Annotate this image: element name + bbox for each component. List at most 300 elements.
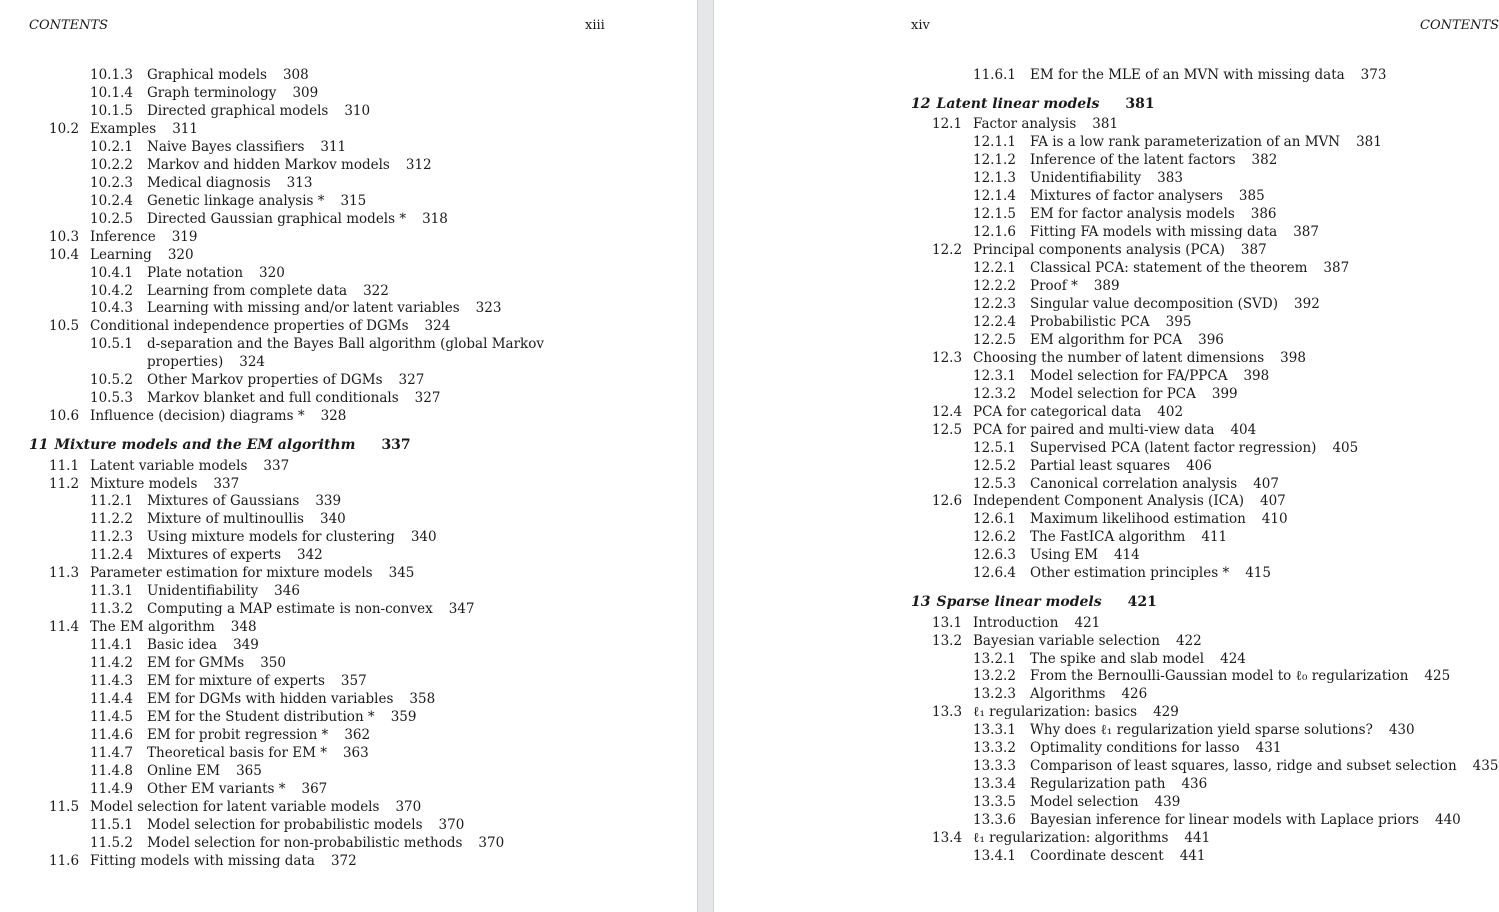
page-number: 358 bbox=[409, 691, 436, 707]
toc-entry[interactable] bbox=[49, 407, 346, 425]
section-number: 13.3 bbox=[932, 704, 963, 720]
section-title: Markov and hidden Markov models bbox=[147, 157, 390, 173]
section-number: 10.2 bbox=[49, 121, 80, 137]
page-number: 370 bbox=[438, 817, 465, 833]
page-number: 346 bbox=[274, 583, 300, 599]
running-header-title: CONTENTS bbox=[29, 18, 109, 33]
section-title: Basic idea bbox=[147, 637, 218, 653]
page-number: 345 bbox=[388, 565, 415, 581]
section-number: 10.2.5 bbox=[90, 211, 133, 227]
section-number: 12.1.6 bbox=[973, 224, 1016, 240]
toc-entry[interactable] bbox=[90, 102, 370, 120]
section-number: 12 bbox=[911, 96, 931, 112]
section-number: 11.3.1 bbox=[90, 583, 133, 599]
section-number: 11.4.5 bbox=[90, 709, 133, 725]
section-title: Genetic linkage analysis * bbox=[147, 193, 325, 209]
section-title: Regularization path bbox=[1030, 776, 1166, 792]
page-number: 372 bbox=[330, 853, 357, 869]
section-number: 12.3.2 bbox=[973, 386, 1016, 402]
section-title: Fitting models with missing data bbox=[90, 853, 315, 869]
section-title: Naive Bayes classifiers bbox=[147, 139, 305, 155]
toc-entry[interactable] bbox=[973, 331, 1224, 349]
toc-chapter-entry[interactable] bbox=[911, 95, 1155, 113]
page-number: 337 bbox=[213, 476, 240, 492]
toc-entry[interactable] bbox=[90, 816, 464, 834]
toc-chapter-entry[interactable] bbox=[29, 436, 411, 454]
toc-entry[interactable] bbox=[973, 475, 1279, 493]
page-number: 318 bbox=[422, 211, 448, 227]
page-number: 324 bbox=[239, 354, 266, 370]
toc-entry[interactable] bbox=[49, 852, 357, 870]
section-title: Factor analysis bbox=[973, 116, 1077, 132]
toc-entry[interactable] bbox=[90, 528, 437, 546]
page-number: 441 bbox=[1179, 848, 1206, 864]
page-number: 422 bbox=[1175, 633, 1202, 649]
section-title: Mixture models bbox=[90, 476, 198, 492]
section-title: Principal components analysis (PCA) bbox=[973, 242, 1225, 258]
section-title: Online EM bbox=[147, 763, 221, 779]
right-page bbox=[714, 0, 1499, 912]
section-title: Learning bbox=[90, 247, 152, 263]
section-title: Model selection for non-probabilistic methods bbox=[147, 835, 463, 851]
toc-entry[interactable] bbox=[49, 618, 257, 636]
toc-entry[interactable] bbox=[932, 492, 1286, 510]
section-number: 11.3.2 bbox=[90, 601, 133, 617]
page-number: 387 bbox=[1293, 224, 1319, 240]
toc-entry[interactable] bbox=[973, 151, 1277, 169]
toc-entry[interactable] bbox=[973, 277, 1120, 295]
toc-entry[interactable] bbox=[973, 685, 1147, 703]
page-number: 425 bbox=[1424, 668, 1451, 684]
page-number: 386 bbox=[1250, 206, 1277, 222]
section-number: 13.3.6 bbox=[973, 812, 1016, 828]
toc-entry[interactable] bbox=[49, 564, 414, 582]
page-number: 340 bbox=[410, 529, 437, 545]
toc-entry[interactable] bbox=[90, 510, 346, 528]
section-title: Learning from complete data bbox=[147, 283, 348, 299]
section-number: 10.5.3 bbox=[90, 390, 133, 406]
toc-entry[interactable] bbox=[49, 457, 289, 475]
page-number: 362 bbox=[344, 727, 371, 743]
toc-entry[interactable] bbox=[90, 708, 416, 726]
toc-entry[interactable] bbox=[90, 371, 424, 389]
section-number: 10.4 bbox=[49, 247, 80, 263]
section-title: Influence (decision) diagrams * bbox=[90, 408, 305, 424]
toc-entry[interactable] bbox=[90, 492, 341, 510]
toc-entry[interactable] bbox=[973, 793, 1180, 811]
section-number: 12.1 bbox=[932, 116, 963, 132]
section-number: 10.1.4 bbox=[90, 85, 133, 101]
section-number: 12.2.4 bbox=[973, 314, 1016, 330]
page-gutter bbox=[697, 0, 714, 912]
toc-entry[interactable] bbox=[90, 282, 389, 300]
section-title: Medical diagnosis bbox=[147, 175, 271, 191]
toc-entry[interactable] bbox=[973, 510, 1288, 528]
section-number: 10.1.5 bbox=[90, 103, 133, 119]
page-number: 426 bbox=[1121, 686, 1148, 702]
section-number: 12.6.4 bbox=[973, 565, 1016, 581]
section-number: 13.3.4 bbox=[973, 776, 1016, 792]
page-number: 411 bbox=[1201, 529, 1228, 545]
toc-entry[interactable] bbox=[90, 546, 323, 564]
section-title: Comparison of least squares, lasso, ridge and subset selection bbox=[1030, 758, 1457, 774]
toc-entry[interactable] bbox=[90, 174, 312, 192]
section-number: 12.5 bbox=[932, 422, 963, 438]
section-number: 12.6.2 bbox=[973, 529, 1016, 545]
section-number: 12.2 bbox=[932, 242, 963, 258]
section-number: 10.3 bbox=[49, 229, 80, 245]
page-number: 421 bbox=[1127, 594, 1157, 610]
section-title: Sparse linear models bbox=[936, 594, 1102, 610]
toc-entry[interactable] bbox=[973, 259, 1349, 277]
page-number: 337 bbox=[263, 458, 290, 474]
section-number: 13.3.3 bbox=[973, 758, 1016, 774]
toc-entry[interactable] bbox=[90, 156, 432, 174]
section-title: Partial least squares bbox=[1030, 458, 1171, 474]
page-number: 381 bbox=[1092, 116, 1119, 132]
toc-entry[interactable] bbox=[973, 757, 1498, 775]
section-number: 11 bbox=[29, 437, 49, 453]
page-number: 363 bbox=[342, 745, 369, 761]
section-title: Mixtures of factor analysers bbox=[1030, 188, 1223, 204]
page-number: 370 bbox=[478, 835, 505, 851]
section-title: Model selection bbox=[1030, 794, 1139, 810]
toc-entry[interactable] bbox=[932, 703, 1179, 721]
page-number: 311 bbox=[320, 139, 347, 155]
page-number: 319 bbox=[171, 229, 198, 245]
section-title: The spike and slab model bbox=[1030, 651, 1205, 667]
toc-entry[interactable] bbox=[90, 582, 300, 600]
toc-entry[interactable] bbox=[90, 726, 370, 744]
section-number: 10.5.1 bbox=[90, 336, 133, 352]
section-title: FA is a low rank parameterization of an MVN bbox=[1030, 134, 1341, 150]
section-number: 12.2.3 bbox=[973, 296, 1016, 312]
section-title: ℓ₁ regularization: basics bbox=[973, 704, 1138, 720]
page-number: 405 bbox=[1332, 440, 1359, 456]
section-title: Computing a MAP estimate is non-convex bbox=[147, 601, 433, 617]
toc-entry[interactable] bbox=[90, 299, 501, 317]
toc-entry[interactable] bbox=[932, 829, 1210, 847]
section-title: Mixture models and the EM algorithm bbox=[54, 437, 356, 453]
toc-entry[interactable] bbox=[147, 353, 265, 371]
section-title: d-separation and the Bayes Ball algorithm (global Markov bbox=[147, 336, 544, 352]
section-title: Latent variable models bbox=[90, 458, 248, 474]
section-title: Probabilistic PCA bbox=[1030, 314, 1150, 330]
toc-entry[interactable] bbox=[90, 600, 474, 618]
toc-entry[interactable] bbox=[49, 228, 197, 246]
toc-entry[interactable] bbox=[49, 317, 450, 335]
toc-entry[interactable] bbox=[973, 847, 1205, 865]
page-number: 383 bbox=[1157, 170, 1183, 186]
toc-entry[interactable] bbox=[90, 762, 262, 780]
toc-entry[interactable] bbox=[932, 614, 1100, 632]
toc-entry[interactable] bbox=[90, 780, 327, 798]
toc-entry[interactable] bbox=[973, 169, 1183, 187]
section-number: 13.2.1 bbox=[973, 651, 1016, 667]
section-title: Graph terminology bbox=[147, 85, 277, 101]
page-number: 310 bbox=[344, 103, 371, 119]
section-title: EM for mixture of experts bbox=[147, 673, 325, 689]
section-number: 11.4.2 bbox=[90, 655, 133, 671]
section-number: 13.4 bbox=[932, 830, 963, 846]
page-number: 312 bbox=[405, 157, 432, 173]
running-header-title: CONTENTS bbox=[1420, 18, 1499, 33]
toc-entry[interactable] bbox=[932, 632, 1202, 650]
section-number: 10.5 bbox=[49, 318, 80, 334]
page-number: 406 bbox=[1186, 458, 1212, 474]
toc-entry[interactable] bbox=[973, 385, 1238, 403]
page-number: 320 bbox=[259, 265, 285, 281]
section-number: 12.1.4 bbox=[973, 188, 1016, 204]
page-number: 381 bbox=[1356, 134, 1382, 150]
toc-entry[interactable] bbox=[932, 421, 1256, 439]
section-title: Directed graphical models bbox=[147, 103, 329, 119]
toc-entry[interactable] bbox=[90, 66, 309, 84]
section-number: 11.6 bbox=[49, 853, 80, 869]
page-number: 398 bbox=[1280, 350, 1306, 366]
page-number: 396 bbox=[1198, 332, 1224, 348]
section-number: 11.4.6 bbox=[90, 727, 133, 743]
page-number: 359 bbox=[390, 709, 417, 725]
section-title: Independent Component Analysis (ICA) bbox=[973, 493, 1244, 509]
page-number: 389 bbox=[1093, 278, 1120, 294]
page-number: 381 bbox=[1125, 96, 1155, 112]
section-number: 12.5.3 bbox=[973, 476, 1016, 492]
page-number: 313 bbox=[286, 175, 313, 191]
section-title: Supervised PCA (latent factor regression) bbox=[1030, 440, 1317, 456]
section-title: Model selection for FA/PPCA bbox=[1030, 368, 1228, 384]
toc-entry[interactable] bbox=[90, 335, 544, 353]
toc-entry[interactable] bbox=[932, 349, 1306, 367]
toc-entry[interactable] bbox=[49, 120, 198, 138]
section-title: Why does ℓ₁ regularization yield sparse solutions? bbox=[1030, 722, 1373, 738]
page-number: 337 bbox=[381, 437, 411, 453]
page-number: 440 bbox=[1435, 812, 1461, 828]
section-title: Proof * bbox=[1030, 278, 1078, 294]
page-number: 324 bbox=[424, 318, 451, 334]
section-title: Parameter estimation for mixture models bbox=[90, 565, 373, 581]
left-page bbox=[0, 0, 697, 912]
section-title: EM algorithm for PCA bbox=[1030, 332, 1183, 348]
section-title: Singular value decomposition (SVD) bbox=[1030, 296, 1279, 312]
section-number: 13.3.1 bbox=[973, 722, 1016, 738]
page-number: 385 bbox=[1238, 188, 1265, 204]
toc-entry[interactable] bbox=[973, 295, 1320, 313]
section-title: Graphical models bbox=[147, 67, 267, 83]
toc-entry[interactable] bbox=[973, 528, 1227, 546]
page-number: 327 bbox=[398, 372, 425, 388]
page-number: 322 bbox=[363, 283, 389, 299]
toc-entry[interactable] bbox=[90, 389, 440, 407]
toc-entry[interactable] bbox=[90, 654, 286, 672]
page-number: 441 bbox=[1184, 830, 1211, 846]
toc-entry[interactable] bbox=[973, 564, 1271, 582]
page-number: 402 bbox=[1157, 404, 1184, 420]
section-title: Maximum likelihood estimation bbox=[1030, 511, 1246, 527]
section-title: Canonical correlation analysis bbox=[1030, 476, 1238, 492]
page-number: 365 bbox=[236, 763, 262, 779]
section-number: 13.3.5 bbox=[973, 794, 1016, 810]
section-title: Using EM bbox=[1030, 547, 1098, 563]
section-title: Introduction bbox=[973, 615, 1059, 631]
page-number: 435 bbox=[1472, 758, 1499, 774]
section-title: Mixtures of Gaussians bbox=[147, 493, 300, 509]
page-number: 387 bbox=[1323, 260, 1350, 276]
page-number: 327 bbox=[414, 390, 441, 406]
toc-entry[interactable] bbox=[49, 798, 421, 816]
section-number: 11.2.4 bbox=[90, 547, 133, 563]
toc-entry[interactable] bbox=[90, 210, 448, 228]
section-title: Unidentifiability bbox=[147, 583, 259, 599]
toc-entry[interactable] bbox=[90, 672, 367, 690]
toc-entry[interactable] bbox=[973, 721, 1415, 739]
page-number: 398 bbox=[1243, 368, 1270, 384]
section-number: 12.2.2 bbox=[973, 278, 1016, 294]
section-number: 12.5.2 bbox=[973, 458, 1016, 474]
section-number: 10.2.1 bbox=[90, 139, 133, 155]
section-title: EM for GMMs bbox=[147, 655, 245, 671]
section-title: Coordinate descent bbox=[1030, 848, 1164, 864]
page-number: 392 bbox=[1294, 296, 1320, 312]
toc-entry[interactable] bbox=[90, 744, 369, 762]
toc-entry[interactable] bbox=[973, 187, 1265, 205]
page-number: 431 bbox=[1255, 740, 1282, 756]
toc-entry[interactable] bbox=[973, 367, 1269, 385]
section-title: properties) bbox=[147, 354, 224, 370]
section-number: 11.4.4 bbox=[90, 691, 133, 707]
toc-entry[interactable] bbox=[973, 739, 1281, 757]
page-number: 387 bbox=[1240, 242, 1267, 258]
toc-entry[interactable] bbox=[973, 66, 1386, 84]
section-number: 11.2.3 bbox=[90, 529, 133, 545]
page-number: 315 bbox=[340, 193, 367, 209]
section-number: 12.2.1 bbox=[973, 260, 1016, 276]
section-number: 11.5.1 bbox=[90, 817, 133, 833]
section-number: 13.2.2 bbox=[973, 668, 1016, 684]
section-title: Optimality conditions for lasso bbox=[1030, 740, 1240, 756]
toc-entry[interactable] bbox=[932, 241, 1267, 259]
section-number: 13.2 bbox=[932, 633, 963, 649]
page-number: 347 bbox=[448, 601, 475, 617]
toc-entry[interactable] bbox=[973, 313, 1191, 331]
section-number: 10.4.3 bbox=[90, 300, 133, 316]
page-number: 421 bbox=[1074, 615, 1101, 631]
page-number: 395 bbox=[1165, 314, 1192, 330]
page-number: 404 bbox=[1230, 422, 1257, 438]
page-number-header: xiv bbox=[911, 18, 930, 33]
page-number: 367 bbox=[301, 781, 328, 797]
section-number: 10.2.2 bbox=[90, 157, 133, 173]
toc-entry[interactable] bbox=[90, 264, 285, 282]
section-title: Model selection for probabilistic models bbox=[147, 817, 423, 833]
toc-entry[interactable] bbox=[90, 636, 259, 654]
toc-entry[interactable] bbox=[90, 84, 318, 102]
toc-entry[interactable] bbox=[973, 133, 1382, 151]
section-title: The FastICA algorithm bbox=[1030, 529, 1186, 545]
section-title: EM for factor analysis models bbox=[1030, 206, 1235, 222]
section-title: Mixtures of experts bbox=[147, 547, 281, 563]
toc-entry[interactable] bbox=[90, 690, 435, 708]
section-number: 11.4.9 bbox=[90, 781, 133, 797]
section-number: 10.2.4 bbox=[90, 193, 133, 209]
section-number: 12.6.3 bbox=[973, 547, 1016, 563]
section-number: 11.2.1 bbox=[90, 493, 133, 509]
section-title: PCA for paired and multi-view data bbox=[973, 422, 1215, 438]
toc-entry[interactable] bbox=[49, 475, 239, 493]
toc-entry[interactable] bbox=[973, 223, 1319, 241]
section-number: 10.5.2 bbox=[90, 372, 133, 388]
section-title: Latent linear models bbox=[936, 96, 1100, 112]
section-title: Fitting FA models with missing data bbox=[1030, 224, 1278, 240]
toc-entry[interactable] bbox=[90, 192, 366, 210]
toc-entry[interactable] bbox=[973, 667, 1450, 685]
page-number: 342 bbox=[297, 547, 323, 563]
toc-entry[interactable] bbox=[932, 115, 1118, 133]
section-title: PCA for categorical data bbox=[973, 404, 1142, 420]
section-title: Learning with missing and/or latent variables bbox=[147, 300, 460, 316]
page-number: 350 bbox=[260, 655, 286, 671]
page-number: 429 bbox=[1153, 704, 1179, 720]
section-number: 12.3 bbox=[932, 350, 963, 366]
section-title: EM for probit regression * bbox=[147, 727, 329, 743]
toc-entry[interactable] bbox=[973, 775, 1207, 793]
toc-entry[interactable] bbox=[973, 811, 1461, 829]
section-title: Plate notation bbox=[147, 265, 244, 281]
page-number: 370 bbox=[395, 799, 422, 815]
page-number: 339 bbox=[315, 493, 342, 509]
page-number: 309 bbox=[292, 85, 319, 101]
section-title: Algorithms bbox=[1030, 686, 1106, 702]
section-title: Using mixture models for clustering bbox=[147, 529, 395, 545]
toc-entry[interactable] bbox=[49, 246, 194, 264]
section-title: EM for DGMs with hidden variables bbox=[147, 691, 394, 707]
section-number: 12.6.1 bbox=[973, 511, 1016, 527]
toc-chapter-entry[interactable] bbox=[911, 593, 1157, 611]
section-number: 11.4.7 bbox=[90, 745, 133, 761]
section-title: Inference of the latent factors bbox=[1030, 152, 1236, 168]
page-number: 311 bbox=[172, 121, 198, 137]
section-title: Other Markov properties of DGMs bbox=[147, 372, 383, 388]
page-number: 308 bbox=[282, 67, 309, 83]
section-title: Theoretical basis for EM * bbox=[147, 745, 327, 761]
section-title: Directed Gaussian graphical models * bbox=[147, 211, 407, 227]
toc-entry[interactable] bbox=[90, 834, 504, 852]
toc-entry[interactable] bbox=[90, 138, 346, 156]
page-number: 320 bbox=[167, 247, 194, 263]
section-number: 10.2.3 bbox=[90, 175, 133, 191]
toc-entry[interactable] bbox=[973, 546, 1140, 564]
section-number: 11.5 bbox=[49, 799, 80, 815]
section-title: Model selection for latent variable models bbox=[90, 799, 380, 815]
section-number: 12.1.2 bbox=[973, 152, 1016, 168]
section-number: 10.4.1 bbox=[90, 265, 133, 281]
page-number: 382 bbox=[1251, 152, 1278, 168]
section-number: 10.6 bbox=[49, 408, 80, 424]
page-number: 348 bbox=[230, 619, 257, 635]
section-number: 12.1.3 bbox=[973, 170, 1016, 186]
toc-entry[interactable] bbox=[973, 650, 1246, 668]
page-number: 439 bbox=[1154, 794, 1181, 810]
section-number: 12.3.1 bbox=[973, 368, 1016, 384]
toc-entry[interactable] bbox=[932, 403, 1183, 421]
toc-entry[interactable] bbox=[973, 457, 1212, 475]
page-number: 373 bbox=[1360, 67, 1387, 83]
page-number-header: xiii bbox=[585, 18, 605, 33]
section-number: 13 bbox=[911, 594, 931, 610]
toc-entry[interactable] bbox=[973, 205, 1277, 223]
page-number: 436 bbox=[1181, 776, 1208, 792]
toc-entry[interactable] bbox=[973, 439, 1358, 457]
